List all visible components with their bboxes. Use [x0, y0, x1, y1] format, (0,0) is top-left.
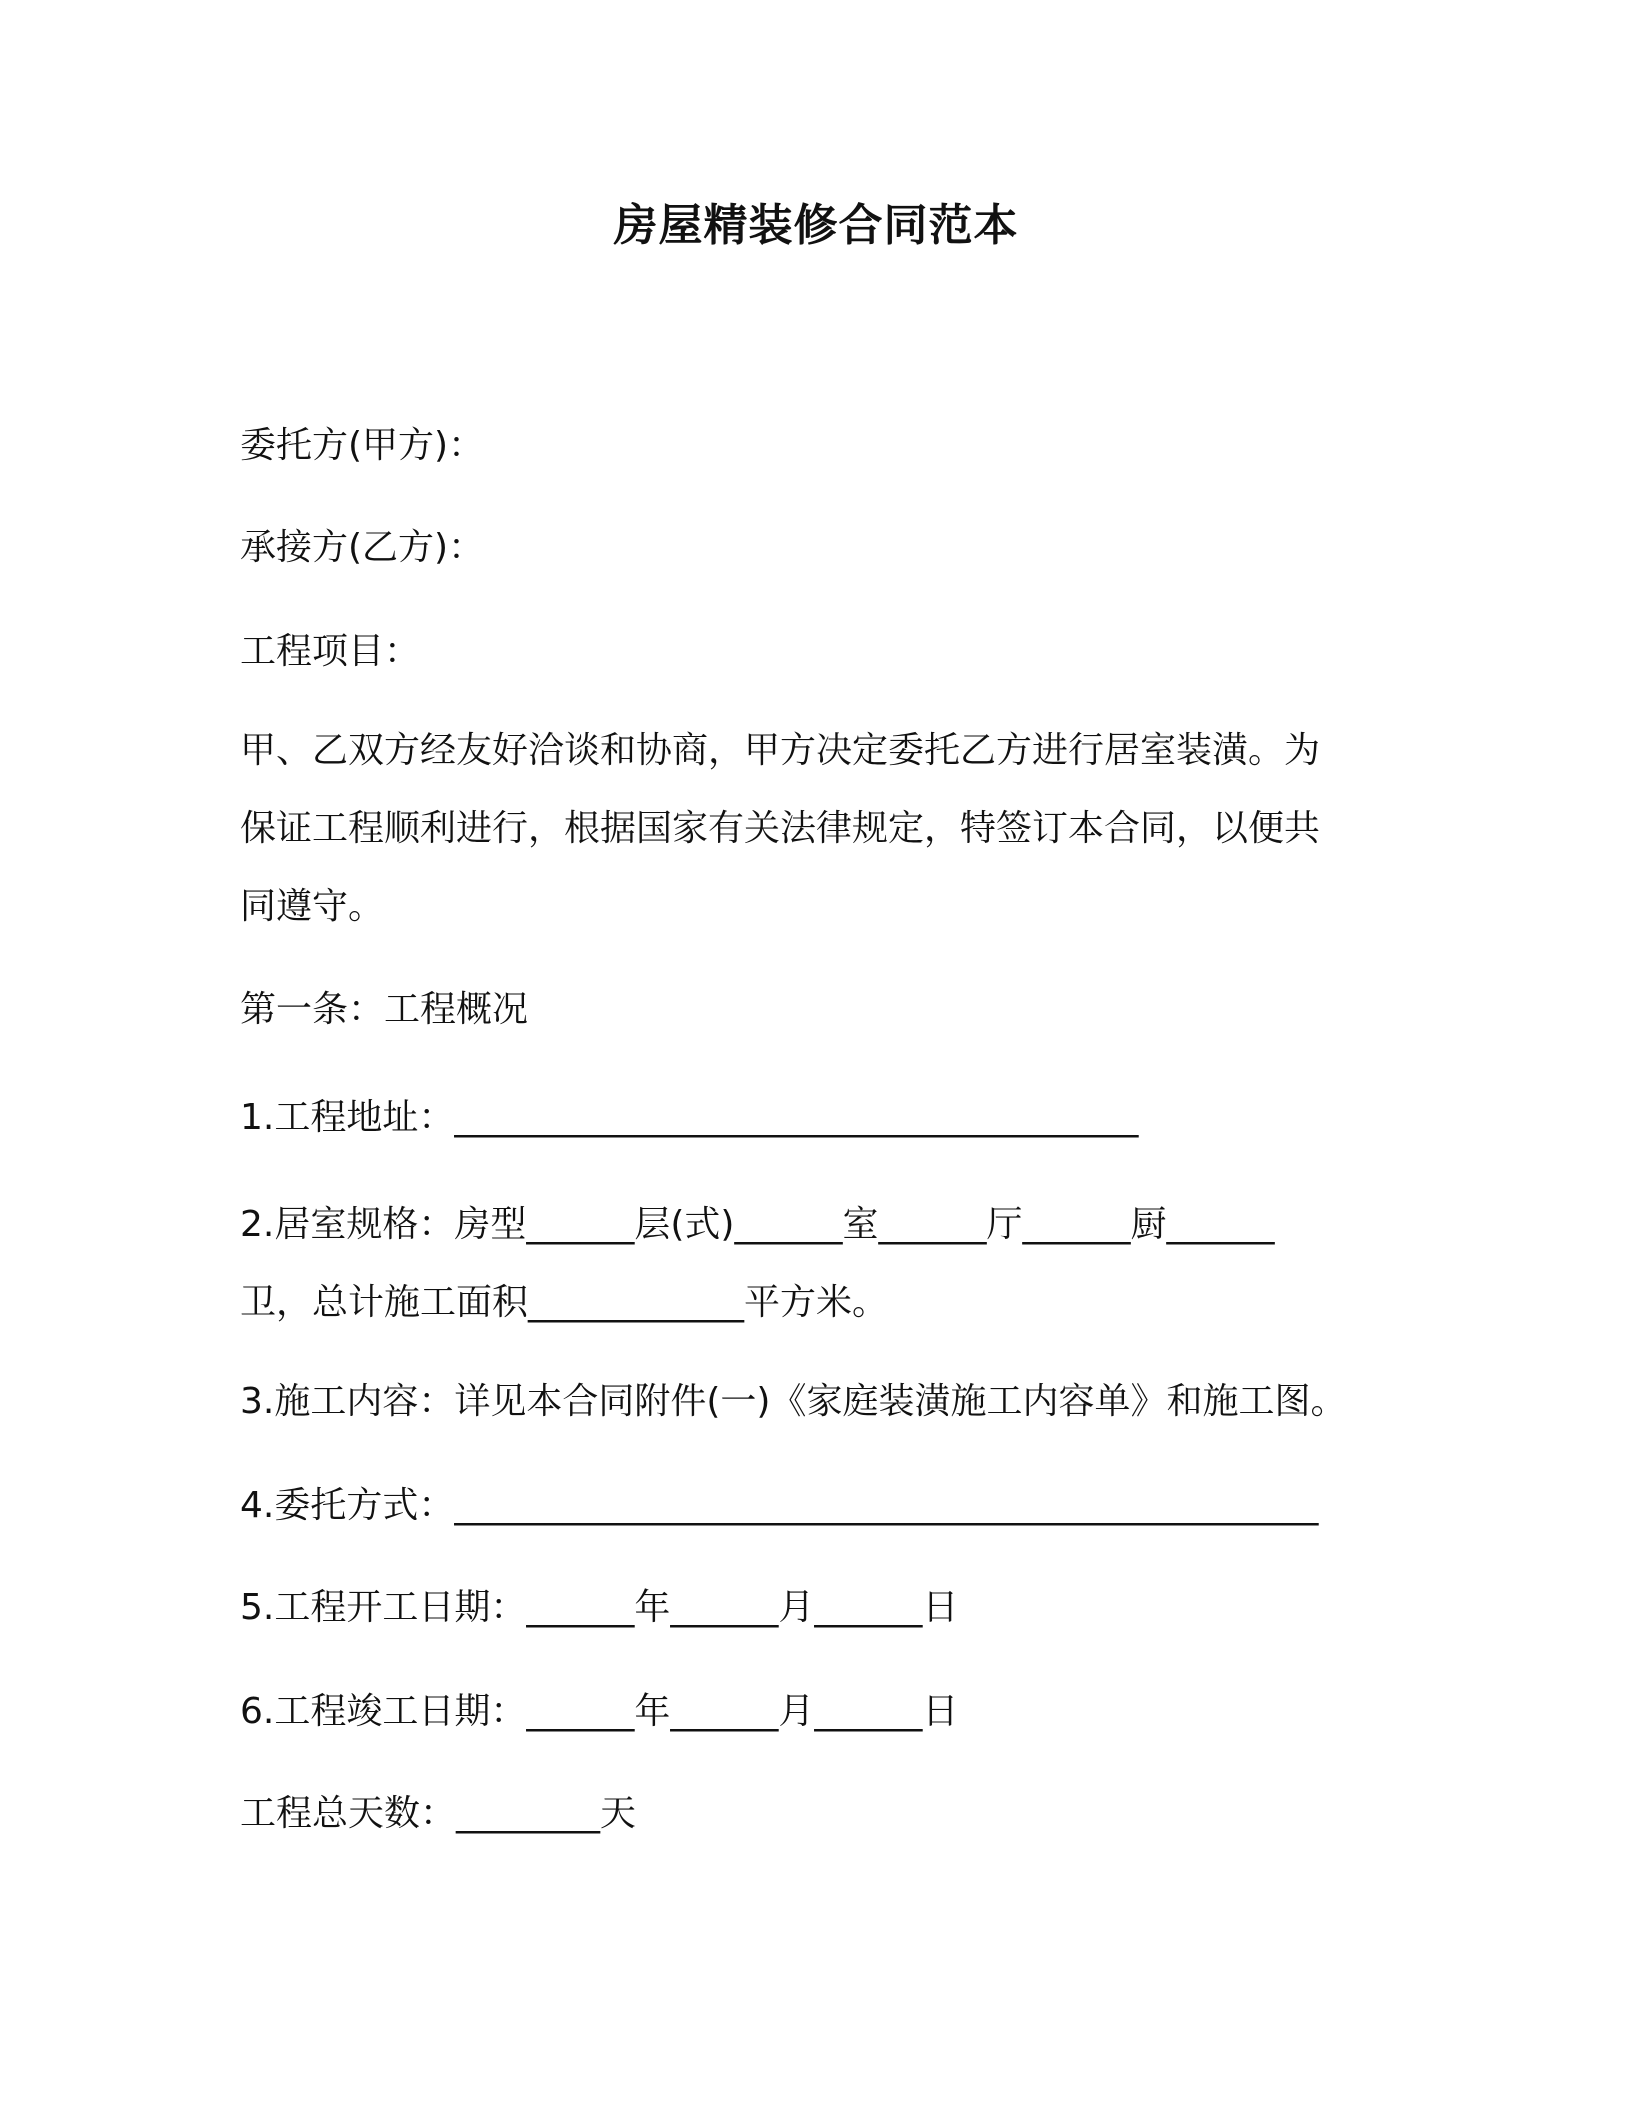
- total-days-line: 工程总天数：________天: [240, 1793, 637, 1834]
- item-4-method: 4.委托方式：________________________________________________: [240, 1485, 1319, 1526]
- item-2-line: 卫，总计施工面积____________平方米。: [240, 1282, 889, 1323]
- project-line: 工程项目：: [240, 631, 421, 672]
- item-2-line: 2.居室规格：房型______层(式)______室______厅______厨______: [240, 1204, 1275, 1245]
- intro-line: 同遵守。: [240, 886, 385, 927]
- item-5-start-date: 5.工程开工日期：______年______月______日: [240, 1587, 959, 1628]
- intro-paragraph: [240, 712, 1380, 946]
- item-6-end-date: 6.工程竣工日期：______年______月______日: [240, 1691, 959, 1732]
- article-1-heading: 第一条：工程概况: [240, 989, 529, 1030]
- party-a-line: 委托方(甲方)：: [240, 425, 485, 466]
- party-b-line: 承接方(乙方)：: [240, 527, 485, 568]
- intro-line: 甲、乙双方经友好洽谈和协商，甲方决定委托乙方进行居室装潢。为: [240, 730, 1321, 771]
- item-3-content: 3.施工内容：详见本合同附件(一)《家庭装潢施工内容单》和施工图。: [240, 1381, 1347, 1422]
- item-2-specs: [240, 1186, 1380, 1342]
- item-1-address: 1.工程地址：______________________________________: [240, 1097, 1139, 1138]
- document-title: 房屋精装修合同范本: [613, 200, 1019, 251]
- intro-line: 保证工程顺利进行，根据国家有关法律规定，特签订本合同，以便共: [240, 808, 1321, 849]
